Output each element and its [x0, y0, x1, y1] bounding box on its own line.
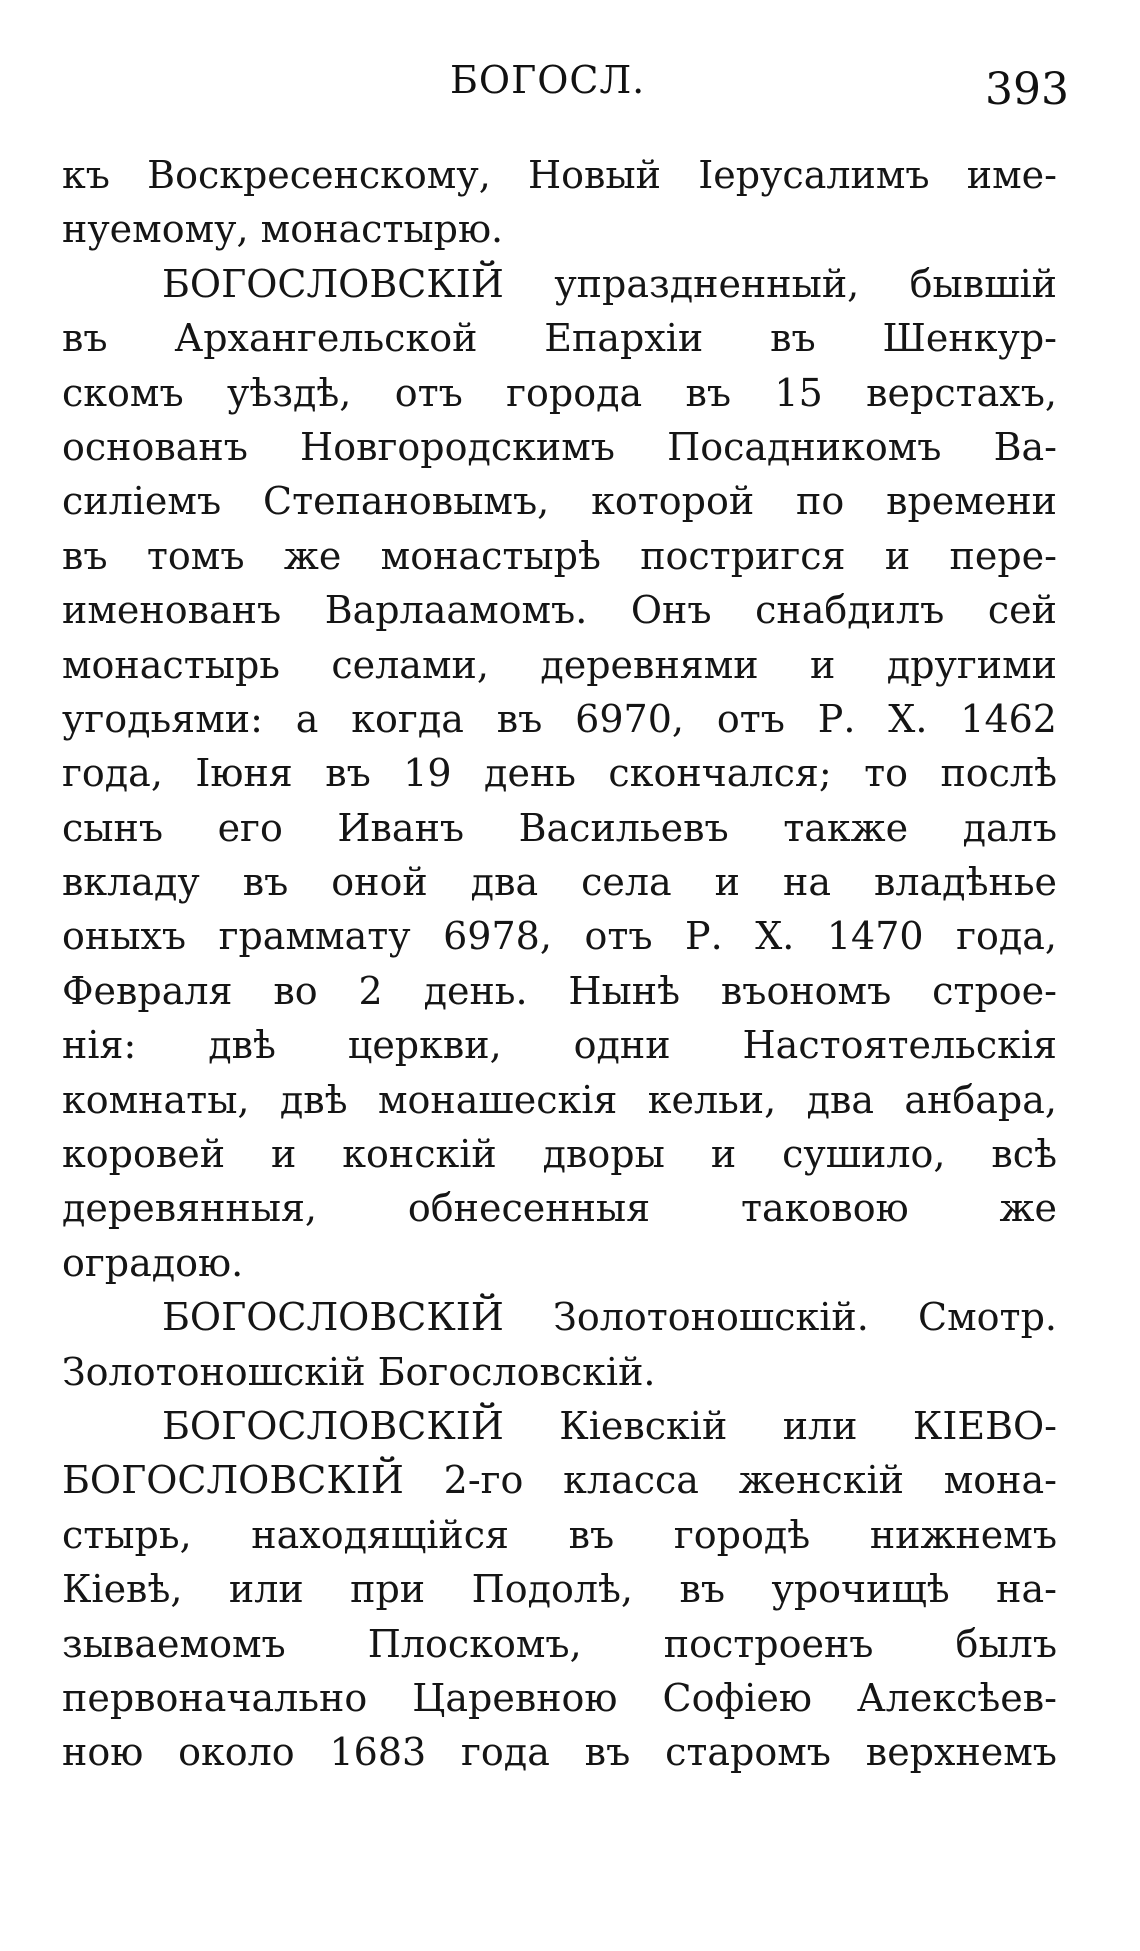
text-line: вкладу въ оной два села и на владѣнье — [62, 860, 1057, 905]
text-line: скомъ уѣздѣ, отъ города въ 15 верстахъ, — [62, 370, 1057, 415]
text-line: къ Воскресенскому, Новый Іерусалимъ име- — [62, 153, 1057, 197]
page-header — [0, 58, 1140, 118]
text-line: Золотоношскій Богословскій. — [62, 1349, 656, 1394]
text-line: въ томъ же монастырѣ постригся и пере- — [62, 533, 1057, 578]
text-line: зываемомъ Плоскомъ, построенъ былъ — [62, 1621, 1057, 1666]
text-line: монастырь селами, деревнями и другими — [62, 642, 1057, 687]
body-text — [62, 148, 1057, 1780]
text-line: БОГОСЛОВСКІЙ упраздненный, бывшій — [162, 261, 1057, 306]
text-line: нія: двѣ церкви, одни Настоятельскія — [62, 1023, 1057, 1068]
text-line: БОГОСЛОВСКІЙ Кіевскій или КІЕВО- — [162, 1403, 1057, 1448]
text-line: стырь, находящійся въ городѣ нижнемъ — [62, 1512, 1057, 1557]
text-line: оградою. — [62, 1240, 244, 1285]
text-line: первоначально Царевною Софіею Алексѣев- — [62, 1675, 1057, 1720]
text-line: основанъ Новгородскимъ Посадникомъ Ва- — [62, 424, 1057, 469]
text-line: Кіевѣ, или при Подолѣ, въ урочищѣ на- — [62, 1567, 1057, 1612]
text-line: именованъ Варлаамомъ. Онъ снабдилъ сей — [62, 588, 1057, 633]
text-line: БОГОСЛОВСКІЙ 2-го класса женскій мона- — [62, 1458, 1057, 1503]
text-line: силіемъ Степановымъ, которой по времени — [62, 479, 1057, 524]
text-line: БОГОСЛОВСКІЙ Золотоношскій. Смотр. — [162, 1295, 1057, 1340]
text-line: ною около 1683 года въ старомъ верхнемъ — [62, 1730, 1057, 1775]
text-line: оныхъ граммату 6978, отъ Р. Х. 1470 года, — [62, 914, 1057, 959]
text-line: въ Архангельской Епархіи въ Шенкур- — [62, 316, 1057, 361]
text-line: деревянныя, обнесенныя таковою же — [62, 1186, 1057, 1231]
text-line: коровей и конскій дворы и сушило, всѣ — [62, 1132, 1057, 1177]
running-head: БОГОСЛ. — [450, 58, 646, 102]
text-line: угодьями: а когда въ 6970, отъ Р. Х. 1462 — [62, 696, 1057, 741]
text-line: года, Іюня въ 19 день скончался; то послѣ — [62, 751, 1057, 796]
text-line: Февраля во 2 день. Нынѣ въономъ строе- — [62, 968, 1057, 1013]
text-line: нуемому, монастырю. — [62, 207, 504, 252]
text-line: сынъ его Иванъ Васильевъ также далъ — [62, 805, 1057, 850]
text-line: комнаты, двѣ монашескія кельи, два анбара, — [62, 1077, 1057, 1122]
page-number: 393 — [985, 64, 1069, 115]
